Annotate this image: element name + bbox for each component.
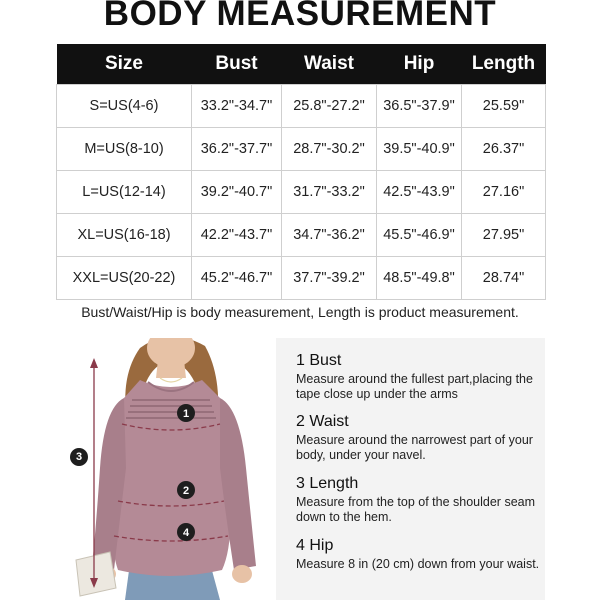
cell-waist: 37.7"-39.2" (282, 257, 377, 300)
guide-hip-desc: Measure 8 in (20 cm) down from your waist. (296, 557, 540, 571)
guide-hip (296, 537, 541, 572)
guide-length-title: 3 Length (296, 475, 359, 492)
guide-waist-desc: Measure around the narrowest part of your body, under your navel. (296, 433, 533, 462)
cell-length: 25.59" (462, 85, 546, 128)
table-header-row (57, 44, 546, 85)
cell-length: 28.74" (462, 257, 546, 300)
guide-bust-desc: Measure around the fullest part,placing the tape close up under the arms (296, 372, 533, 401)
guide-hip-title: 4 Hip (296, 537, 334, 554)
header-length: Length (462, 44, 546, 85)
header-size: Size (57, 44, 192, 85)
cell-size: XL=US(16-18) (57, 214, 192, 257)
table-row (57, 128, 546, 171)
guide-bust (296, 352, 541, 402)
measure-guide-panel (276, 338, 545, 600)
table-row (57, 171, 546, 214)
cell-bust: 39.2"-40.7" (192, 171, 282, 214)
cell-waist: 28.7"-30.2" (282, 128, 377, 171)
marker-3: 3 (70, 448, 88, 466)
cell-hip: 36.5"-37.9" (377, 85, 462, 128)
cell-size: M=US(8-10) (57, 128, 192, 171)
cell-bust: 36.2"-37.7" (192, 128, 282, 171)
cell-size: S=US(4-6) (57, 85, 192, 128)
cell-hip: 39.5"-40.9" (377, 128, 462, 171)
header-bust: Bust (192, 44, 282, 85)
cell-hip: 45.5"-46.9" (377, 214, 462, 257)
guide-length-desc: Measure from the top of the shoulder seam down to the hem. (296, 495, 536, 524)
cell-hip: 48.5"-49.8" (377, 257, 462, 300)
guide-waist-title: 2 Waist (296, 413, 349, 430)
cell-bust: 33.2"-34.7" (192, 85, 282, 128)
cell-length: 27.16" (462, 171, 546, 214)
cell-waist: 31.7"-33.2" (282, 171, 377, 214)
header-hip: Hip (377, 44, 462, 85)
model-photo (70, 338, 265, 600)
cell-waist: 34.7"-36.2" (282, 214, 377, 257)
cell-waist: 25.8"-27.2" (282, 85, 377, 128)
guide-waist (296, 413, 541, 463)
guide-length (296, 475, 541, 525)
table-row (57, 85, 546, 128)
cell-size: L=US(12-14) (57, 171, 192, 214)
measurement-note: Bust/Waist/Hip is body measurement, Length is product measurement. (81, 304, 519, 320)
cell-length: 27.95" (462, 214, 546, 257)
cell-bust: 45.2"-46.7" (192, 257, 282, 300)
table-row (57, 257, 546, 300)
cell-bust: 42.2"-43.7" (192, 214, 282, 257)
header-waist: Waist (282, 44, 377, 85)
cell-length: 26.37" (462, 128, 546, 171)
marker-2: 2 (182, 485, 190, 497)
cell-hip: 42.5"-43.9" (377, 171, 462, 214)
marker-4: 4 (182, 527, 190, 539)
guide-bust-title: 1 Bust (296, 352, 342, 369)
cell-size: XXL=US(20-22) (57, 257, 192, 300)
table-row (57, 214, 546, 257)
marker-1: 1 (182, 408, 190, 420)
size-chart-table (56, 44, 546, 300)
page-title: BODY MEASUREMENT (103, 0, 497, 33)
